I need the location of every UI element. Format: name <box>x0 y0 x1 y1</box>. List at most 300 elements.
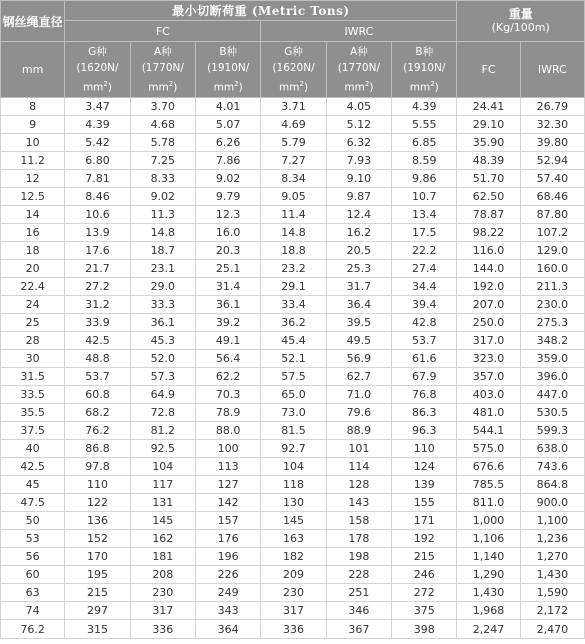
iwrc-b-cell: 6.85 <box>392 134 457 152</box>
fc-b-cell: 49.1 <box>196 332 261 350</box>
iwrc-b-cell: 39.4 <box>392 296 457 314</box>
iwrc-b-cell: 375 <box>392 602 457 620</box>
fc-g-cell: 86.8 <box>65 440 130 458</box>
fc-g-cell: 4.39 <box>65 116 130 134</box>
diameter-cell: 14 <box>1 206 65 224</box>
weight-fc-cell: 1,000 <box>457 512 520 530</box>
diameter-cell: 35.5 <box>1 404 65 422</box>
fc-b-cell: 176 <box>196 530 261 548</box>
iwrc-b-cell: 86.3 <box>392 404 457 422</box>
iwrc-g-cell: 36.2 <box>261 314 326 332</box>
fc-b-cell: 36.1 <box>196 296 261 314</box>
iwrc-a-cell: 143 <box>326 494 391 512</box>
fc-g-cell: 122 <box>65 494 130 512</box>
table-row <box>1 620 585 639</box>
iwrc-b-cell: 10.7 <box>392 188 457 206</box>
iwrc-g-cell: 65.0 <box>261 386 326 404</box>
fc-b-cell: 70.3 <box>196 386 261 404</box>
fc-g-cell: 97.8 <box>65 458 130 476</box>
weight-iwrc-cell: 107.2 <box>520 224 584 242</box>
fc-b-cell: 9.79 <box>196 188 261 206</box>
fc-b-cell: 364 <box>196 620 261 639</box>
grade-strength: (1910N/ <box>207 61 250 74</box>
diameter-cell: 22.4 <box>1 278 65 296</box>
fc-a-cell: 162 <box>130 530 195 548</box>
weight-fc-cell: 35.90 <box>457 134 520 152</box>
diameter-cell: 74 <box>1 602 65 620</box>
weight-fc-cell: 62.50 <box>457 188 520 206</box>
iwrc-g-cell: 317 <box>261 602 326 620</box>
grade-name: G种 <box>284 45 303 58</box>
iwrc-a-cell: 4.05 <box>326 98 391 116</box>
iwrc-b-cell: 192 <box>392 530 457 548</box>
diameter-cell: 11.2 <box>1 152 65 170</box>
table-row <box>1 332 585 350</box>
fc-g-cell: 21.7 <box>65 260 130 278</box>
iwrc-g-cell: 230 <box>261 584 326 602</box>
iwrc-g-cell: 33.4 <box>261 296 326 314</box>
weight-fc-cell: 676.6 <box>457 458 520 476</box>
weight-fc-header: FC <box>457 42 520 98</box>
grade-strength: (1620N/ <box>272 61 315 74</box>
table-row <box>1 494 585 512</box>
weight-iwrc-cell: 230.0 <box>520 296 584 314</box>
weight-iwrc-cell: 32.30 <box>520 116 584 134</box>
fc-a-cell: 23.1 <box>130 260 195 278</box>
fc-g-cell: 315 <box>65 620 130 639</box>
iwrc-g-cell: 73.0 <box>261 404 326 422</box>
weight-iwrc-cell: 900.0 <box>520 494 584 512</box>
table-row <box>1 278 585 296</box>
weight-iwrc-cell: 68.46 <box>520 188 584 206</box>
table-row <box>1 584 585 602</box>
iwrc-g-cell: 5.79 <box>261 134 326 152</box>
iwrc-g-cell: 9.05 <box>261 188 326 206</box>
table-row <box>1 566 585 584</box>
iwrc-a-cell: 114 <box>326 458 391 476</box>
diameter-cell: 30 <box>1 350 65 368</box>
fc-g-cell: 42.5 <box>65 332 130 350</box>
fc-b-cell: 127 <box>196 476 261 494</box>
weight-fc-cell: 144.0 <box>457 260 520 278</box>
iwrc-g-cell: 92.7 <box>261 440 326 458</box>
fc-g-cell: 152 <box>65 530 130 548</box>
table-row <box>1 296 585 314</box>
fc-b-cell: 157 <box>196 512 261 530</box>
fc-a-cell: 33.3 <box>130 296 195 314</box>
fc-b-cell: 7.86 <box>196 152 261 170</box>
weight-fc-cell: 317.0 <box>457 332 520 350</box>
iwrc-g-cell: 45.4 <box>261 332 326 350</box>
weight-iwrc-header: IWRC <box>520 42 584 98</box>
fc-g-cell: 76.2 <box>65 422 130 440</box>
fc-b-cell: 6.26 <box>196 134 261 152</box>
weight-iwrc-cell: 396.0 <box>520 368 584 386</box>
table-row <box>1 188 585 206</box>
fc-a-cell: 92.5 <box>130 440 195 458</box>
fc-a-cell: 131 <box>130 494 195 512</box>
iwrc-a-cell: 128 <box>326 476 391 494</box>
weight-iwrc-cell: 1,430 <box>520 566 584 584</box>
diameter-cell: 33.5 <box>1 386 65 404</box>
diameter-cell: 8 <box>1 98 65 116</box>
table-row <box>1 152 585 170</box>
iwrc-a-cell: 36.4 <box>326 296 391 314</box>
fc-g-cell: 215 <box>65 584 130 602</box>
fc-b-cell: 100 <box>196 440 261 458</box>
grade-header <box>261 42 326 98</box>
table-row <box>1 404 585 422</box>
fc-b-cell: 9.02 <box>196 170 261 188</box>
iwrc-a-cell: 228 <box>326 566 391 584</box>
grade-name: B种 <box>219 45 238 58</box>
weight-fc-cell: 250.0 <box>457 314 520 332</box>
iwrc-b-cell: 67.9 <box>392 368 457 386</box>
weight-iwrc-cell: 348.2 <box>520 332 584 350</box>
diameter-cell: 47.5 <box>1 494 65 512</box>
diameter-header: 钢丝绳直径 <box>1 1 65 42</box>
fc-a-cell: 8.33 <box>130 170 195 188</box>
table-row <box>1 602 585 620</box>
diameter-cell: 56 <box>1 548 65 566</box>
fc-a-cell: 117 <box>130 476 195 494</box>
fc-a-cell: 36.1 <box>130 314 195 332</box>
weight-fc-cell: 29.10 <box>457 116 520 134</box>
iwrc-a-cell: 101 <box>326 440 391 458</box>
iwrc-g-cell: 209 <box>261 566 326 584</box>
weight-iwrc-cell: 447.0 <box>520 386 584 404</box>
iwrc-g-cell: 81.5 <box>261 422 326 440</box>
fc-a-cell: 9.02 <box>130 188 195 206</box>
iwrc-a-cell: 25.3 <box>326 260 391 278</box>
weight-fc-cell: 1,290 <box>457 566 520 584</box>
grade-header <box>130 42 195 98</box>
weight-fc-cell: 24.41 <box>457 98 520 116</box>
diameter-cell: 37.5 <box>1 422 65 440</box>
fc-g-cell: 31.2 <box>65 296 130 314</box>
fc-b-cell: 196 <box>196 548 261 566</box>
iwrc-g-cell: 3.71 <box>261 98 326 116</box>
grade-strength: (1910N/ <box>403 61 446 74</box>
weight-fc-cell: 785.5 <box>457 476 520 494</box>
fc-g-cell: 13.9 <box>65 224 130 242</box>
iwrc-b-cell: 76.8 <box>392 386 457 404</box>
iwrc-b-cell: 34.4 <box>392 278 457 296</box>
grade-strength: (1770N/ <box>337 61 380 74</box>
iwrc-a-cell: 88.9 <box>326 422 391 440</box>
table-row <box>1 350 585 368</box>
diameter-cell: 12 <box>1 170 65 188</box>
fc-g-cell: 195 <box>65 566 130 584</box>
iwrc-g-cell: 29.1 <box>261 278 326 296</box>
iwrc-g-cell: 118 <box>261 476 326 494</box>
iwrc-b-cell: 8.59 <box>392 152 457 170</box>
fc-g-cell: 17.6 <box>65 242 130 260</box>
weight-fc-cell: 98.22 <box>457 224 520 242</box>
weight-iwrc-cell: 864.8 <box>520 476 584 494</box>
grade-unit: $mm^2$) <box>213 79 243 94</box>
iwrc-b-cell: 27.4 <box>392 260 457 278</box>
iwrc-a-cell: 158 <box>326 512 391 530</box>
weight-iwrc-cell: 359.0 <box>520 350 584 368</box>
header-row-grades <box>1 42 585 98</box>
fc-a-cell: 29.0 <box>130 278 195 296</box>
iwrc-b-cell: 42.8 <box>392 314 457 332</box>
iwrc-b-cell: 17.5 <box>392 224 457 242</box>
diameter-cell: 18 <box>1 242 65 260</box>
weight-iwrc-cell: 2,172 <box>520 602 584 620</box>
weight-fc-cell: 481.0 <box>457 404 520 422</box>
fc-b-cell: 226 <box>196 566 261 584</box>
grade-unit: $mm^2$) <box>148 79 178 94</box>
fc-b-cell: 4.01 <box>196 98 261 116</box>
diameter-cell: 25 <box>1 314 65 332</box>
table-row <box>1 476 585 494</box>
fc-b-cell: 142 <box>196 494 261 512</box>
grade-name: A种 <box>153 45 172 58</box>
grade-unit: $mm^2$) <box>82 79 112 94</box>
weight-fc-cell: 1,430 <box>457 584 520 602</box>
weight-fc-cell: 575.0 <box>457 440 520 458</box>
table-body <box>1 98 585 639</box>
iwrc-g-cell: 104 <box>261 458 326 476</box>
iwrc-b-cell: 139 <box>392 476 457 494</box>
table-row <box>1 224 585 242</box>
diameter-cell: 42.5 <box>1 458 65 476</box>
iwrc-a-cell: 178 <box>326 530 391 548</box>
weight-iwrc-cell: 87.80 <box>520 206 584 224</box>
breaking-load-header: 最小切断荷重 (Metric Tons) <box>65 1 457 21</box>
fc-a-cell: 81.2 <box>130 422 195 440</box>
fc-a-cell: 336 <box>130 620 195 639</box>
table-row <box>1 530 585 548</box>
fc-a-cell: 11.3 <box>130 206 195 224</box>
iwrc-a-cell: 6.32 <box>326 134 391 152</box>
weight-fc-cell: 811.0 <box>457 494 520 512</box>
weight-fc-cell: 357.0 <box>457 368 520 386</box>
weight-iwrc-cell: 1,270 <box>520 548 584 566</box>
table-header <box>1 1 585 98</box>
diameter-cell: 28 <box>1 332 65 350</box>
weight-fc-cell: 323.0 <box>457 350 520 368</box>
fc-g-cell: 68.2 <box>65 404 130 422</box>
fc-b-cell: 78.9 <box>196 404 261 422</box>
fc-a-cell: 72.8 <box>130 404 195 422</box>
weight-fc-cell: 403.0 <box>457 386 520 404</box>
grade-unit: $mm^2$) <box>279 79 309 94</box>
iwrc-a-cell: 39.5 <box>326 314 391 332</box>
fc-a-cell: 18.7 <box>130 242 195 260</box>
fc-a-cell: 45.3 <box>130 332 195 350</box>
fc-g-cell: 136 <box>65 512 130 530</box>
weight-iwrc-cell: 530.5 <box>520 404 584 422</box>
iwrc-g-cell: 11.4 <box>261 206 326 224</box>
weight-iwrc-cell: 26.79 <box>520 98 584 116</box>
weight-iwrc-cell: 599.3 <box>520 422 584 440</box>
diameter-cell: 60 <box>1 566 65 584</box>
weight-iwrc-cell: 1,100 <box>520 512 584 530</box>
grade-name: A种 <box>350 45 368 58</box>
table-row <box>1 170 585 188</box>
iwrc-b-cell: 110 <box>392 440 457 458</box>
fc-b-cell: 113 <box>196 458 261 476</box>
iwrc-b-cell: 398 <box>392 620 457 639</box>
fc-a-cell: 3.70 <box>130 98 195 116</box>
weight-iwrc-cell: 1,236 <box>520 530 584 548</box>
fc-a-cell: 64.9 <box>130 386 195 404</box>
diameter-cell: 63 <box>1 584 65 602</box>
iwrc-a-cell: 16.2 <box>326 224 391 242</box>
fc-a-cell: 57.3 <box>130 368 195 386</box>
fc-b-cell: 343 <box>196 602 261 620</box>
diameter-unit: mm <box>1 42 65 98</box>
iwrc-g-cell: 163 <box>261 530 326 548</box>
fc-a-cell: 5.78 <box>130 134 195 152</box>
diameter-cell: 20 <box>1 260 65 278</box>
fc-b-cell: 56.4 <box>196 350 261 368</box>
weight-iwrc-cell: 275.3 <box>520 314 584 332</box>
grade-unit: $mm^2$) <box>344 79 374 94</box>
weight-iwrc-cell: 129.0 <box>520 242 584 260</box>
iwrc-b-cell: 272 <box>392 584 457 602</box>
fc-g-cell: 27.2 <box>65 278 130 296</box>
diameter-cell: 10 <box>1 134 65 152</box>
table-row <box>1 242 585 260</box>
fc-b-cell: 88.0 <box>196 422 261 440</box>
weight-iwrc-cell: 638.0 <box>520 440 584 458</box>
weight-fc-cell: 51.70 <box>457 170 520 188</box>
iwrc-b-cell: 155 <box>392 494 457 512</box>
fc-a-cell: 145 <box>130 512 195 530</box>
iwrc-b-cell: 171 <box>392 512 457 530</box>
weight-unit: (Kg/100m) <box>491 21 550 34</box>
iwrc-a-cell: 9.87 <box>326 188 391 206</box>
grade-header <box>326 42 391 98</box>
fc-g-cell: 33.9 <box>65 314 130 332</box>
fc-a-cell: 317 <box>130 602 195 620</box>
diameter-cell: 16 <box>1 224 65 242</box>
iwrc-a-cell: 79.6 <box>326 404 391 422</box>
fc-b-cell: 20.3 <box>196 242 261 260</box>
fc-b-cell: 12.3 <box>196 206 261 224</box>
diameter-cell: 9 <box>1 116 65 134</box>
iwrc-g-cell: 182 <box>261 548 326 566</box>
fc-g-cell: 53.7 <box>65 368 130 386</box>
fc-a-cell: 230 <box>130 584 195 602</box>
fc-g-cell: 48.8 <box>65 350 130 368</box>
fc-a-cell: 7.25 <box>130 152 195 170</box>
diameter-cell: 31.5 <box>1 368 65 386</box>
iwrc-b-cell: 9.86 <box>392 170 457 188</box>
weight-fc-cell: 192.0 <box>457 278 520 296</box>
table-row <box>1 422 585 440</box>
iwrc-b-cell: 4.39 <box>392 98 457 116</box>
iwrc-b-cell: 124 <box>392 458 457 476</box>
table-row <box>1 134 585 152</box>
fc-g-cell: 7.81 <box>65 170 130 188</box>
iwrc-b-cell: 61.6 <box>392 350 457 368</box>
fc-g-cell: 6.80 <box>65 152 130 170</box>
group-fc-header: FC <box>65 21 261 42</box>
grade-name: G种 <box>88 45 107 58</box>
grade-header <box>196 42 261 98</box>
iwrc-b-cell: 5.55 <box>392 116 457 134</box>
iwrc-b-cell: 96.3 <box>392 422 457 440</box>
fc-g-cell: 8.46 <box>65 188 130 206</box>
weight-fc-cell: 1,140 <box>457 548 520 566</box>
weight-title: 重量 <box>508 7 533 21</box>
iwrc-b-cell: 22.2 <box>392 242 457 260</box>
diameter-cell: 12.5 <box>1 188 65 206</box>
weight-fc-cell: 2,247 <box>457 620 520 639</box>
grade-header <box>65 42 130 98</box>
fc-g-cell: 297 <box>65 602 130 620</box>
fc-b-cell: 5.07 <box>196 116 261 134</box>
fc-b-cell: 31.4 <box>196 278 261 296</box>
iwrc-g-cell: 130 <box>261 494 326 512</box>
iwrc-b-cell: 53.7 <box>392 332 457 350</box>
weight-iwrc-cell: 39.80 <box>520 134 584 152</box>
grade-strength: (1770N/ <box>141 61 184 74</box>
iwrc-a-cell: 62.7 <box>326 368 391 386</box>
table-row <box>1 314 585 332</box>
fc-a-cell: 104 <box>130 458 195 476</box>
table-row <box>1 116 585 134</box>
iwrc-b-cell: 215 <box>392 548 457 566</box>
weight-fc-cell: 78.87 <box>457 206 520 224</box>
fc-a-cell: 52.0 <box>130 350 195 368</box>
diameter-cell: 24 <box>1 296 65 314</box>
table-row <box>1 206 585 224</box>
iwrc-a-cell: 20.5 <box>326 242 391 260</box>
iwrc-g-cell: 336 <box>261 620 326 639</box>
diameter-cell: 45 <box>1 476 65 494</box>
iwrc-g-cell: 8.34 <box>261 170 326 188</box>
fc-a-cell: 14.8 <box>130 224 195 242</box>
weight-fc-cell: 48.39 <box>457 152 520 170</box>
fc-a-cell: 4.68 <box>130 116 195 134</box>
iwrc-a-cell: 31.7 <box>326 278 391 296</box>
iwrc-a-cell: 198 <box>326 548 391 566</box>
fc-b-cell: 62.2 <box>196 368 261 386</box>
iwrc-g-cell: 14.8 <box>261 224 326 242</box>
grade-name: B种 <box>415 45 434 58</box>
iwrc-a-cell: 56.9 <box>326 350 391 368</box>
iwrc-g-cell: 7.27 <box>261 152 326 170</box>
weight-iwrc-cell: 57.40 <box>520 170 584 188</box>
weight-iwrc-cell: 52.94 <box>520 152 584 170</box>
fc-b-cell: 25.1 <box>196 260 261 278</box>
header-row-title <box>1 1 585 21</box>
fc-b-cell: 39.2 <box>196 314 261 332</box>
table-row <box>1 458 585 476</box>
fc-g-cell: 60.8 <box>65 386 130 404</box>
weight-fc-cell: 207.0 <box>457 296 520 314</box>
iwrc-g-cell: 23.2 <box>261 260 326 278</box>
iwrc-g-cell: 52.1 <box>261 350 326 368</box>
iwrc-g-cell: 4.69 <box>261 116 326 134</box>
table-row <box>1 98 585 116</box>
table-row <box>1 260 585 278</box>
table-row <box>1 386 585 404</box>
weight-fc-cell: 116.0 <box>457 242 520 260</box>
grade-unit: $mm^2$) <box>409 79 439 94</box>
group-iwrc-header: IWRC <box>261 21 457 42</box>
iwrc-g-cell: 18.8 <box>261 242 326 260</box>
iwrc-g-cell: 57.5 <box>261 368 326 386</box>
weight-iwrc-cell: 1,590 <box>520 584 584 602</box>
weight-iwrc-cell: 2,470 <box>520 620 584 639</box>
